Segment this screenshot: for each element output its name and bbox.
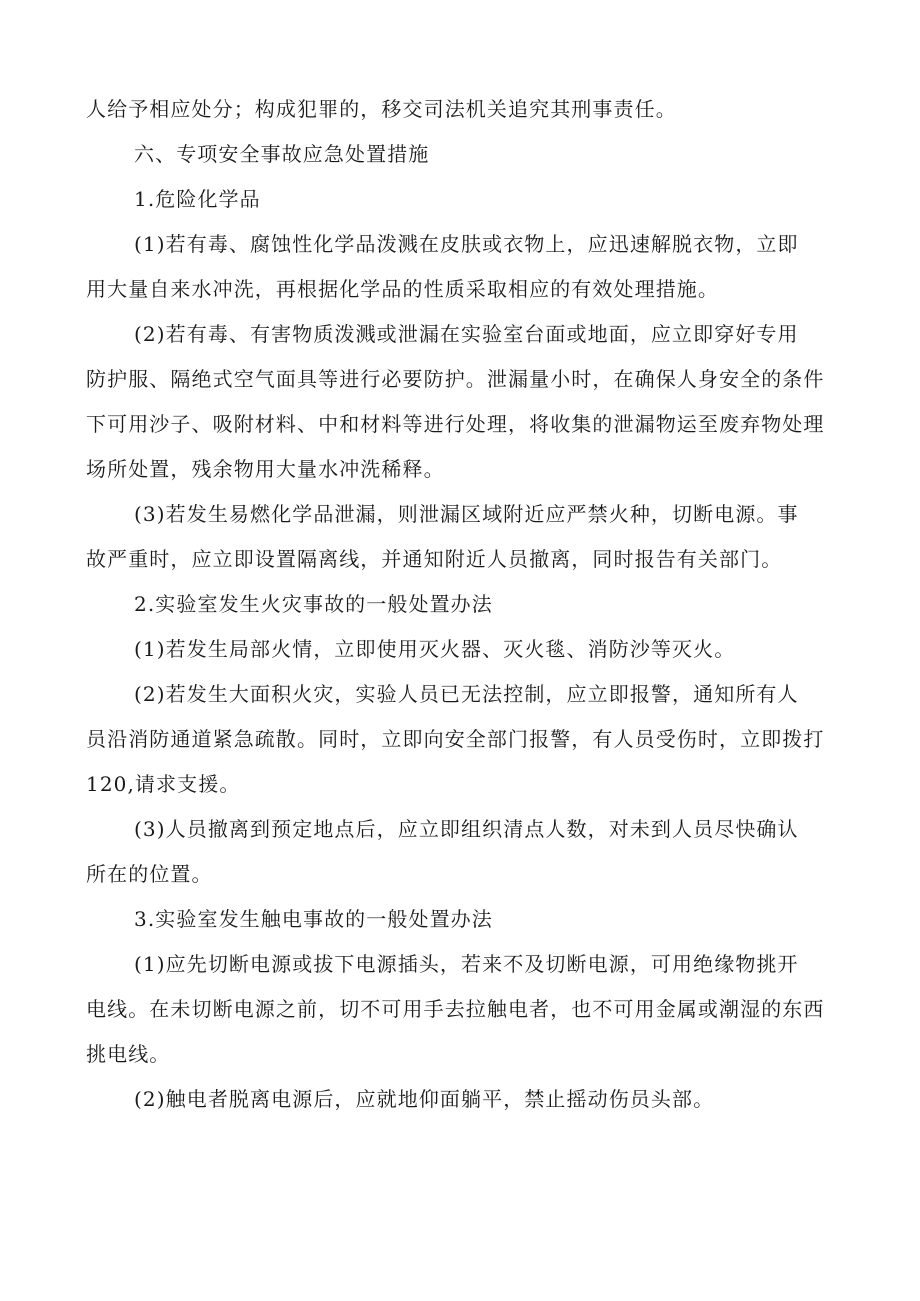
subsection-heading: 3.实验室发生触电事故的一般处置办法	[134, 907, 493, 931]
subsection-heading: 2.实验室发生火灾事故的一般处置办法	[134, 592, 493, 616]
document-page	[86, 87, 838, 1122]
section-heading: 六、专项安全事故应急处置措施	[134, 142, 430, 166]
paragraph-line: (3)人员撤离到预定地点后，应立即组织清点人数，对未到人员尽快确认	[134, 817, 799, 841]
subsection-heading: 1.危险化学品	[134, 187, 261, 211]
paragraph-line: (1)若发生局部火情，立即使用灭火器、灭火毯、消防沙等灭火。	[134, 637, 736, 661]
paragraph-line: (1)若有毒、腐蚀性化学品泼溅在皮肤或衣物上，应迅速解脱衣物，立即	[134, 232, 799, 256]
paragraph-line: 人给予相应处分；构成犯罪的，移交司法机关追究其刑事责任。	[86, 97, 677, 121]
paragraph-line: 120,请求支援。	[86, 772, 241, 796]
paragraph-line: 防护服、隔绝式空气面具等进行必要防护。泄漏量小时，在确保人身安全的条件	[86, 367, 825, 391]
paragraph-line: (2)若发生大面积火灾，实验人员已无法控制，应立即报警，通知所有人	[134, 682, 799, 706]
paragraph-line: (1)应先切断电源或拔下电源插头，若来不及切断电源，可用绝缘物挑开	[134, 952, 799, 976]
paragraph-line: 故严重时，应立即设置隔离线，并通知附近人员撤离，同时报告有关部门。	[86, 547, 783, 571]
paragraph-line: 下可用沙子、吸附材料、中和材料等进行处理，将收集的泄漏物运至废弃物处理	[86, 412, 825, 436]
paragraph-line: 电线。在未切断电源之前，切不可用手去拉触电者，也不可用金属或潮湿的东西	[86, 997, 825, 1021]
paragraph-line: 用大量自来水冲洗，再根据化学品的性质采取相应的有效处理措施。	[86, 277, 719, 301]
paragraph-line: 员沿消防通道紧急疏散。同时，立即向安全部门报警，有人员受伤时，立即拨打	[86, 727, 825, 751]
paragraph-line: 所在的位置。	[86, 862, 213, 886]
paragraph-line: 挑电线。	[86, 1042, 171, 1066]
paragraph-line: (3)若发生易燃化学品泄漏，则泄漏区域附近应严禁火种，切断电源。事	[134, 502, 799, 526]
paragraph-line: 场所处置，残余物用大量水冲洗稀释。	[86, 457, 445, 481]
paragraph-line: (2)触电者脱离电源后，应就地仰面躺平，禁止摇动伤员头部。	[134, 1087, 715, 1111]
paragraph-line: (2)若有毒、有害物质泼溅或泄漏在实验室台面或地面，应立即穿好专用	[134, 322, 799, 346]
